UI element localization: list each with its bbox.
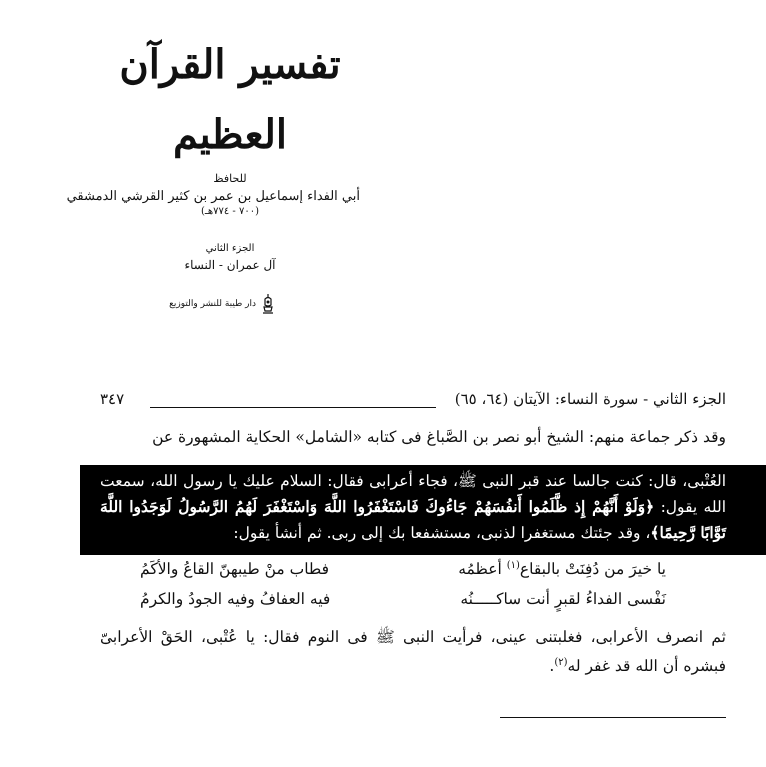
quran-verse: ﴿وَلَوْ أَنَّهُمْ إِذ ظَّلَمُوا أَنفُسَهُمْ جَاءُوكَ فَاسْتَغْفَرُوا اللَّهَ وَاسْتَغْفَرَ لَهُمُ الرَّسُولُ لَوَجَدُوا اللَّهَ تَوَّابًا رَّحِيمًا﴾: [100, 497, 726, 542]
page-number: ٣٤٧: [100, 390, 125, 408]
header-rule: [150, 407, 436, 408]
volume-label: الجزء الثاني: [205, 243, 255, 254]
author-prefix: للحافظ: [213, 172, 247, 185]
paragraph-dream-end: .: [549, 657, 555, 676]
paragraph-intro: وقد ذكر جماعة منهم: الشيخ أبو نصر بن الصَّباغ فى كتابه «الشامل» الحكاية المشهورة عن: [152, 428, 726, 446]
paragraph-utbi-rest: ، وقد جئتك مستغفرا لذنبى، مستشفعا بك إلى ربى. ثم أنشأ يقول:: [233, 524, 651, 542]
author-name: أبي الفداء إسماعيل بن عمر بن كثير القرشي الدمشقي: [66, 189, 360, 204]
footnote-rule: [500, 717, 726, 718]
page-header: [100, 390, 726, 412]
hemistich-right-end: أعظمُه: [458, 560, 507, 579]
publisher-name: دار طيبة للنشر والتوزيع: [169, 299, 256, 309]
book-title: تفسير القرآن العظيم: [119, 41, 341, 158]
hemistich-left: فطاب منْ طيبهنّ القاعُ والأكَمُ: [140, 560, 330, 578]
footnote-ref: (٢): [554, 657, 568, 668]
hemistich-left: فيه العفافُ وفيه الجودُ والكرمُ: [140, 590, 331, 608]
footnote-ref: (١): [506, 560, 520, 571]
hemistich-right: نَفْسى الفداءُ لقبرٍ أنت ساكـــــنُه: [460, 590, 666, 608]
paragraph-utbi: [100, 468, 726, 546]
poem: [140, 560, 666, 620]
hemistich-right: [458, 560, 666, 590]
paragraph-dream: [100, 624, 726, 679]
title-block: [66, 30, 360, 272]
paragraph-utbi-text: العُتْبى، قال: كنت جالسا عند قبر النبى ﷺ، فجاء أعرابى فقال: السلام عليك يا رسول الله، سمعت الله يقول:: [100, 472, 726, 516]
author-years: (٧٠٠ - ٧٧٤هـ): [200, 206, 259, 217]
paragraph-dream-text: ثم انصرف الأعرابى، فغلبتنى عينى، فرأيت النبى ﷺ فى النوم فقال: يا عُتْبى، الحَقْ الأعرابىّ فبشره أن الله قد غفر له: [100, 628, 726, 676]
publisher: [166, 292, 276, 316]
poem-verse: [140, 560, 666, 590]
running-head: الجزء الثاني - سورة النساء: الآيتان (٦٤، ٦٥): [454, 390, 726, 408]
lamp-icon: [260, 293, 276, 315]
poem-verse: [140, 590, 666, 620]
hemistich-right-text: يا خيرَ من دُفِنَتْ بالبقاع: [519, 560, 666, 579]
surahs-label: آل عمران - النساء: [184, 258, 276, 272]
